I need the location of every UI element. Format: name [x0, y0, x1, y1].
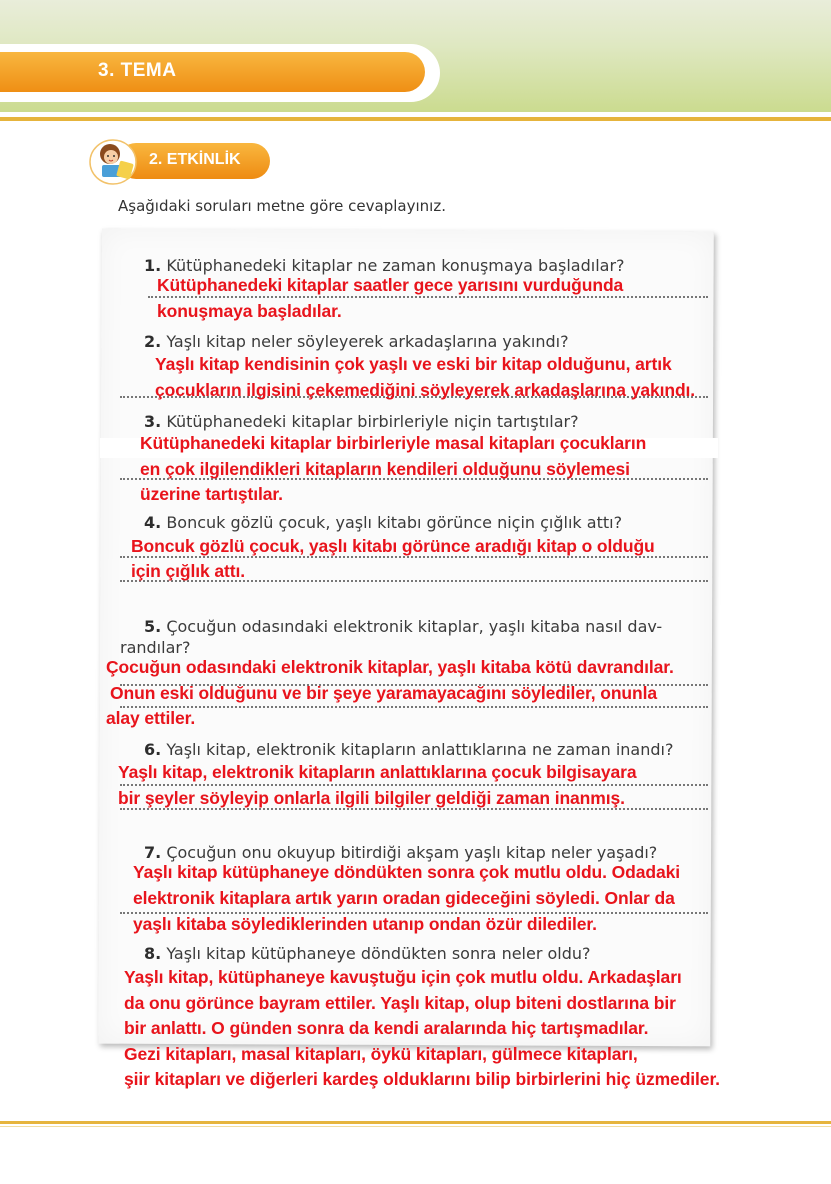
- question-number: 3.: [144, 412, 162, 431]
- footer-divider: [0, 1121, 831, 1124]
- question-text: Çocuğun onu okuyup bitirdiği akşam yaşlı kitap neler yaşadı?: [166, 843, 658, 862]
- question-text: Yaşlı kitap kütüphaneye döndükten sonra neler oldu?: [166, 944, 591, 963]
- question-number: 7.: [144, 843, 162, 862]
- question-text: Çocuğun odasındaki elektronik kitaplar, yaşlı kitaba nasıl dav-: [166, 617, 663, 636]
- answer-1-line-1: Kütüphanedeki kitaplar saatler gece yarısını vurduğunda: [157, 275, 624, 295]
- answer-5-line-2: Onun eski olduğunu ve bir şeye yaramayacağını söylediler, onunla: [110, 683, 657, 703]
- question-number: 4.: [144, 513, 162, 532]
- answer-5-line-3: alay ettiler.: [106, 708, 196, 728]
- answer-8-line-2: da onu görünce bayram ettiler. Yaşlı kitap, olup biteni dostlarına bir: [124, 993, 676, 1013]
- question-number: 8.: [144, 944, 162, 963]
- tema-bar: [0, 52, 425, 92]
- question-1: [144, 256, 625, 275]
- answer-4-line-2: için çığlık attı.: [131, 561, 246, 581]
- question-text: Boncuk gözlü çocuk, yaşlı kitabı görünce niçin çığlık attı?: [166, 513, 623, 532]
- header-divider: [0, 117, 831, 121]
- question-number: 6.: [144, 740, 162, 759]
- question-number: 1.: [144, 256, 162, 275]
- question-7: [144, 843, 657, 862]
- instruction-text: Aşağıdaki soruları metne göre cevaplayınız.: [118, 197, 446, 215]
- answer-line: [120, 784, 708, 786]
- answer-6-line-2: bir şeyler söyleyip onlarla ilgili bilgiler geldiği zaman inanmış.: [118, 788, 625, 808]
- answer-2-line-1: Yaşlı kitap kendisinin çok yaşlı ve eski bir kitap olduğunu, artık: [155, 354, 672, 374]
- answer-3-line-3: üzerine tartıştılar.: [140, 484, 283, 504]
- answer-8-line-3: bir anlattı. O günden sonra da kendi aralarında hiç tartışmadılar.: [124, 1018, 649, 1038]
- answer-8-line-5: şiir kitapları ve diğerleri kardeş olduklarını bilip birbirlerini hiç üzmediler.: [124, 1069, 720, 1089]
- answer-7-line-2: elektronik kitaplara artık yarın oradan gideceğini söyledi. Onlar da: [133, 888, 675, 908]
- question-2: [144, 332, 569, 351]
- answer-line: [148, 296, 708, 298]
- answer-4-line-1: Boncuk gözlü çocuk, yaşlı kitabı görünce aradığı kitap o olduğu: [131, 536, 655, 556]
- question-number: 2.: [144, 332, 162, 351]
- answer-7-line-1: Yaşlı kitap kütüphaneye döndükten sonra çok mutlu oldu. Odadaki: [133, 862, 680, 882]
- answer-2-line-2: çocukların ilgisini çekemediğini söyleyerek arkadaşlarına yakındı.: [155, 380, 696, 400]
- answer-8-line-1: Yaşlı kitap, kütüphaneye kavuştuğu için çok mutlu oldu. Arkadaşları: [124, 967, 682, 987]
- question-3: [144, 412, 579, 431]
- question-text: Kütüphanedeki kitaplar ne zaman konuşmaya başladılar?: [166, 256, 625, 275]
- question-text: Kütüphanedeki kitaplar birbirleriyle niçin tartıştılar?: [166, 412, 579, 431]
- answer-6-line-1: Yaşlı kitap, elektronik kitapların anlattıklarına çocuk bilgisayara: [118, 762, 637, 782]
- answer-3-line-1: Kütüphanedeki kitaplar birbirleriyle masal kitapları çocukların: [140, 433, 647, 453]
- footer-divider-thin: [0, 1126, 831, 1127]
- reading-girl-icon: [88, 136, 140, 186]
- question-text: Yaşlı kitap, elektronik kitapların anlattıklarına ne zaman inandı?: [166, 740, 674, 759]
- question-5-continued: randılar?: [120, 638, 191, 657]
- answer-8-line-4: Gezi kitapları, masal kitapları, öykü kitapları, gülmece kitapları,: [124, 1044, 638, 1064]
- answer-5-line-1: Çocuğun odasındaki elektronik kitaplar, yaşlı kitaba kötü davrandılar.: [106, 657, 674, 677]
- tema-title: 3. TEMA: [98, 60, 177, 81]
- answer-1-line-2: konuşmaya başladılar.: [157, 301, 342, 321]
- question-6: [144, 740, 673, 759]
- question-text: Yaşlı kitap neler söyleyerek arkadaşlarına yakındı?: [166, 332, 569, 351]
- answer-7-line-3: yaşlı kitaba söylediklerinden utanıp ondan özür dilediler.: [133, 914, 597, 934]
- question-8: [144, 944, 591, 963]
- activity-title: 2. ETKİNLİK: [149, 151, 241, 168]
- answer-line: [120, 706, 708, 708]
- answer-3-line-2: en çok ilgilendikleri kitapların kendileri olduğunu söylemesi: [140, 459, 630, 479]
- question-number: 5.: [144, 617, 162, 636]
- question-5: [144, 617, 662, 636]
- question-4: [144, 513, 622, 532]
